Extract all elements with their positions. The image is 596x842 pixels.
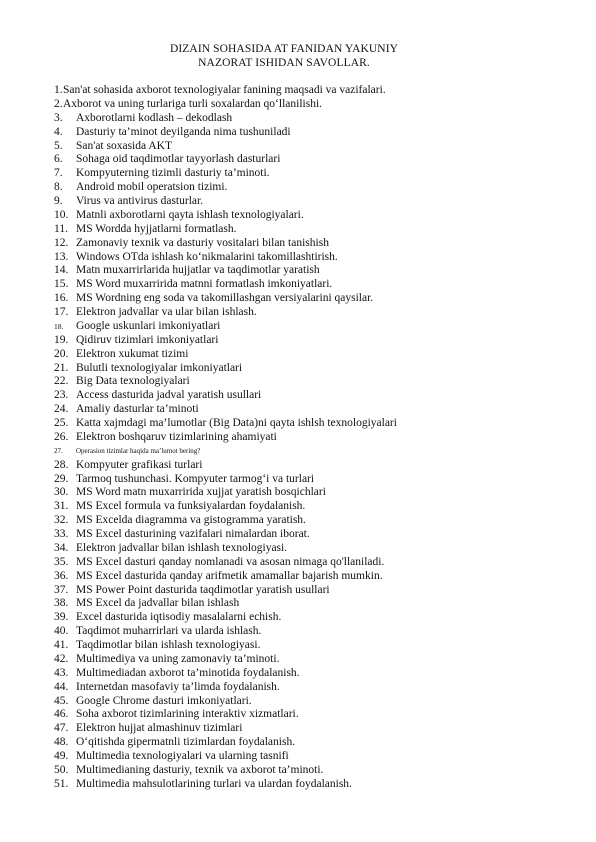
question-text: Virus va antivirus dasturlar.	[76, 195, 204, 207]
question-number: 13.	[54, 250, 69, 263]
question-text: Multimedianing dasturiy, texnik va axborot ta’minoti.	[76, 763, 324, 776]
list-item	[54, 722, 574, 736]
list-item	[54, 417, 574, 431]
question-number: 4.	[54, 125, 63, 138]
question-number: 25.	[54, 417, 69, 429]
question-text: MS Excel da jadvallar bilan ishlash	[76, 597, 240, 610]
question-number: 12.	[54, 236, 69, 249]
list-item	[54, 695, 574, 709]
question-list	[54, 84, 574, 792]
question-text: MS Wordda hyjjatlarni formatlash.	[76, 222, 237, 235]
question-text: MS Excel dasturida qanday arifmetik amamallar bajarish mumkin.	[76, 569, 383, 582]
question-number: 19.	[54, 333, 69, 346]
question-text: Elektron hujjat almashinuv tizimlari	[76, 722, 243, 735]
document-title: DIZAIN SOHASIDA AT FANIDAN YAKUNIY	[169, 43, 399, 55]
list-item	[54, 736, 574, 750]
question-text: Zamonaviy texnik va dasturiy vositalari bilan tanishish	[76, 236, 329, 249]
question-number: 20.	[54, 347, 69, 360]
list-item	[54, 764, 574, 778]
list-item	[54, 112, 574, 126]
question-text: Matnli axborotlarni qayta ishlash texnologiyalari.	[76, 208, 304, 221]
question-text: O‘qitishda gipermatnli tizimlardan foydalanish.	[76, 736, 296, 749]
question-number: 3.	[54, 111, 63, 124]
list-item	[54, 195, 574, 209]
question-text: Google Chrome dasturi imkoniyatlari.	[76, 694, 252, 707]
question-text: Big Data texnologiyalari	[76, 375, 190, 388]
question-number: 6.	[54, 153, 63, 166]
list-item	[54, 181, 574, 195]
list-item	[54, 389, 574, 403]
question-number: 8.	[54, 181, 63, 194]
list-item	[54, 681, 574, 695]
question-text: Internetdan masofaviy ta’limda foydalanish.	[76, 680, 280, 693]
list-item	[54, 375, 574, 389]
list-item	[54, 584, 574, 598]
list-item	[54, 320, 574, 334]
question-number: 18.	[54, 321, 64, 331]
question-number: 37.	[54, 583, 69, 596]
list-item	[54, 223, 574, 237]
question-text: Multimediadan axborot ta’minotida foydalanish.	[76, 666, 300, 679]
list-item	[54, 98, 574, 112]
question-number: 33.	[54, 528, 69, 540]
question-number: 16.	[54, 292, 69, 305]
question-number: 34.	[54, 541, 69, 554]
list-item	[54, 611, 574, 625]
question-text: Taqdimot muharrirlari va ularda ishlash.	[76, 625, 262, 638]
list-item	[54, 445, 574, 459]
list-item	[54, 625, 574, 639]
question-text: San'at soxasida AKT	[76, 139, 172, 152]
list-item	[54, 334, 574, 348]
question-number: 51.	[54, 777, 69, 790]
question-text: Multimediya va uning zamonaviy ta’minoti.	[76, 652, 280, 665]
question-number: 15.	[54, 278, 69, 291]
question-number: 42.	[54, 652, 69, 665]
list-item	[54, 528, 574, 542]
list-item	[54, 556, 574, 570]
question-number: 28.	[54, 458, 69, 471]
list-item	[54, 542, 574, 556]
question-number: 39.	[54, 611, 69, 624]
question-text: Operasion tizimlar haqida ma’lumot bering?	[76, 446, 201, 455]
question-text: Axborotlarni kodlash – dekodlash	[76, 111, 233, 124]
list-item	[54, 84, 574, 98]
question-text: MS Excel dasturi qanday nomlanadi va asosan nimaga qo'llaniladi.	[76, 555, 385, 568]
question-number: 31.	[54, 500, 69, 513]
list-item	[54, 292, 574, 306]
question-number: 2.	[54, 97, 63, 110]
question-text: Katta xajmdagi ma’lumotlar (Big Data)ni qayta ishlsh texnologiyalari	[76, 417, 397, 429]
question-text: Soha axborot tizimlarining interaktiv xizmatlari.	[76, 708, 299, 721]
list-item	[54, 278, 574, 292]
list-item	[54, 362, 574, 376]
question-number: 29.	[54, 472, 69, 485]
question-text: MS Excel dasturining vazifalari nimalardan iborat.	[76, 528, 310, 540]
question-number: 1.	[54, 84, 63, 96]
question-text: MS Word matn muxarririda xujjat yaratish bosqichlari	[76, 486, 326, 499]
question-number: 27.	[54, 446, 63, 455]
list-item	[54, 251, 574, 265]
question-text: Tarmoq tushunchasi. Kompyuter tarmog‘i va turlari	[76, 472, 315, 485]
question-number: 5.	[54, 139, 63, 152]
question-number: 26.	[54, 430, 69, 443]
question-number: 30.	[54, 486, 69, 499]
list-item	[54, 486, 574, 500]
list-item	[54, 167, 574, 181]
question-number: 48.	[54, 736, 69, 749]
list-item	[54, 570, 574, 584]
list-item	[54, 778, 574, 792]
list-item	[54, 750, 574, 764]
question-number: 32.	[54, 514, 69, 527]
list-item	[54, 306, 574, 320]
list-item	[54, 403, 574, 417]
question-text: Android mobil operatsion tizimi.	[76, 181, 228, 194]
question-number: 46.	[54, 708, 69, 721]
question-text: Dasturiy ta’minot deyilganda nima tushuniladi	[76, 125, 291, 138]
question-text: Sohaga oid taqdimotlar tayyorlash dasturlari	[76, 153, 281, 166]
question-number: 35.	[54, 555, 69, 568]
question-number: 49.	[54, 750, 69, 762]
question-text: Multimedia mahsulotlarining turlari va ulardan foydalanish.	[76, 777, 352, 790]
list-item	[54, 126, 574, 140]
question-number: 11.	[54, 222, 68, 235]
question-text: Axborot va uning turlariga turli soxalardan qo‘llanilishi.	[63, 97, 323, 110]
list-item	[54, 153, 574, 167]
question-number: 24.	[54, 403, 69, 416]
question-number: 7.	[54, 167, 63, 180]
list-item	[54, 500, 574, 514]
question-number: 43.	[54, 666, 69, 679]
question-text: Windows OTda ishlash ko‘nikmalarini takomillashtirish.	[76, 250, 338, 263]
question-number: 21.	[54, 361, 69, 374]
question-text: Elektron xukumat tizimi	[76, 347, 189, 360]
document-subtitle: NAZORAT ISHIDAN SAVOLLAR.	[198, 57, 370, 69]
question-text: Qidiruv tizimlari imkoniyatlari	[76, 333, 219, 346]
question-number: 50.	[54, 763, 69, 776]
list-item	[54, 667, 574, 681]
question-number: 40.	[54, 625, 69, 638]
question-text: Matn muxarrirlarida hujjatlar va taqdimotlar yaratish	[76, 264, 320, 277]
question-number: 9.	[54, 195, 63, 207]
question-text: MS Excelda diagramma va gistogramma yaratish.	[76, 514, 306, 527]
list-item	[54, 639, 574, 653]
question-text: San'at sohasida axborot texnologiyalar fanining maqsadi va vazifalari.	[63, 84, 386, 96]
question-number: 38.	[54, 597, 69, 610]
list-item	[54, 459, 574, 473]
list-item	[54, 431, 574, 445]
list-item	[54, 209, 574, 223]
list-item	[54, 597, 574, 611]
question-text: Kompyuterning tizimli dasturiy ta’minoti.	[76, 167, 270, 180]
list-item	[54, 237, 574, 251]
question-number: 41.	[54, 639, 69, 651]
question-text: Excel dasturida iqtisodiy masalalarni echish.	[76, 611, 282, 624]
question-number: 36.	[54, 569, 69, 582]
question-text: MS Power Point dasturida taqdimotlar yaratish usullari	[76, 583, 330, 596]
question-number: 10.	[54, 208, 69, 221]
question-text: Elektron boshqaruv tizimlarining ahamiyati	[76, 430, 277, 443]
list-item	[54, 348, 574, 362]
question-text: Kompyuter grafikasi turlari	[76, 458, 203, 471]
question-text: Access dasturida jadval yaratish usullari	[76, 389, 262, 402]
question-text: Google uskunlari imkoniyatlari	[76, 319, 221, 332]
question-text: MS Excel formula va funksiyalardan foydalanish.	[76, 500, 306, 513]
question-number: 44.	[54, 680, 69, 693]
list-item	[54, 653, 574, 667]
question-number: 14.	[54, 264, 69, 277]
question-text: MS Wordning eng soda va takomillashgan versiyalarini qaysilar.	[76, 292, 374, 305]
list-item	[54, 264, 574, 278]
question-text: Elektron jadvallar va ular bilan ishlash.	[76, 306, 257, 318]
question-number: 47.	[54, 722, 69, 735]
question-number: 17.	[54, 306, 69, 318]
question-text: Multimedia texnologiyalari va ularning tasnifi	[76, 750, 289, 762]
question-number: 45.	[54, 694, 69, 707]
question-text: MS Word muxarririda matnni formatlash imkoniyatlari.	[76, 278, 333, 291]
question-number: 22.	[54, 375, 69, 388]
list-item	[54, 140, 574, 154]
list-item	[54, 514, 574, 528]
question-text: Taqdimotlar bilan ishlash texnologiyasi.	[76, 639, 261, 651]
list-item	[54, 708, 574, 722]
question-text: Amaliy dasturlar ta’minoti	[76, 403, 199, 416]
question-text: Bulutli texnologiyalar imkoniyatlari	[76, 361, 243, 374]
question-number: 23.	[54, 389, 69, 402]
list-item	[54, 473, 574, 487]
question-text: Elektron jadvallar bilan ishlash texnologiyasi.	[76, 541, 288, 554]
